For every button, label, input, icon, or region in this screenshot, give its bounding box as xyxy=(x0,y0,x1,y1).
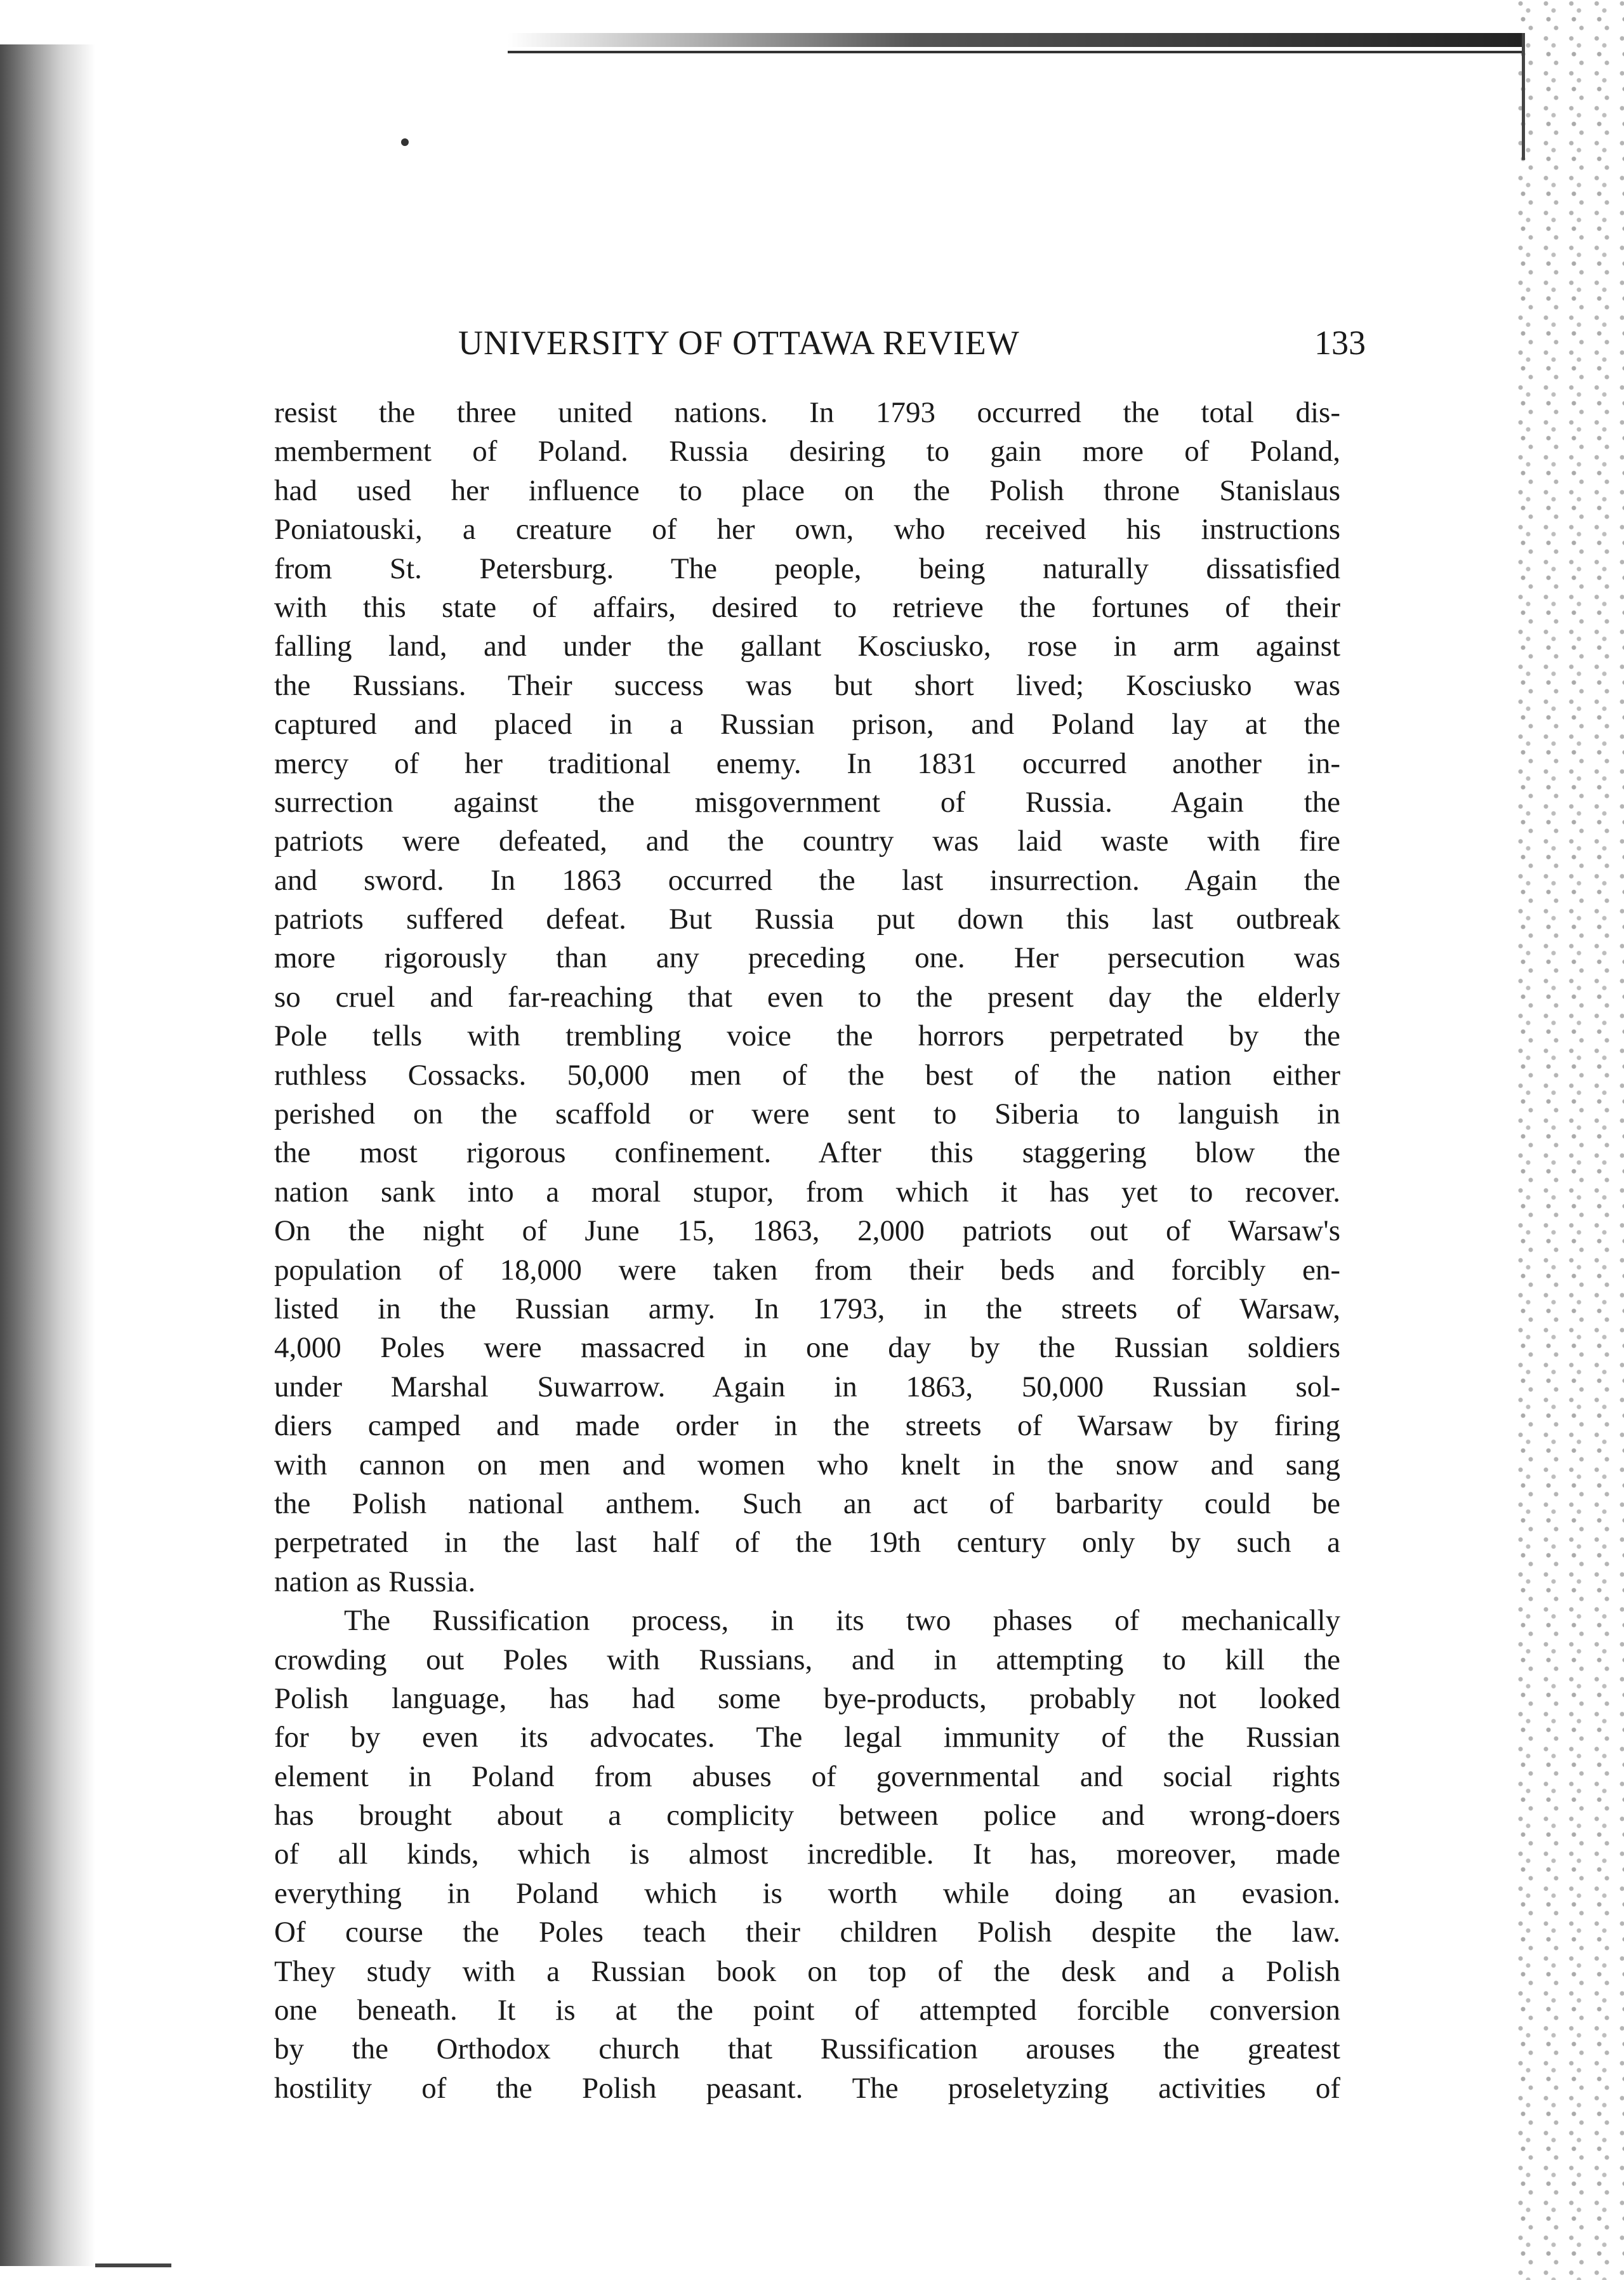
text-line: under Marshal Suwarrow. Again in 1863, 50,000 Russian sol- xyxy=(274,1370,1340,1403)
paragraph xyxy=(274,1601,1340,2108)
text-line: with cannon on men and women who knelt in the snow and sang xyxy=(274,1448,1340,1481)
page-number: 133 xyxy=(1314,324,1366,362)
text-line: Polish language, has had some bye-products, probably not looked xyxy=(274,1681,1340,1715)
text-line: Pole tells with trembling voice the horrors perpetrated by the xyxy=(274,1019,1340,1053)
text-line: perished on the scaffold or were sent to Siberia to languish in xyxy=(274,1097,1340,1131)
text-line: had used her influence to place on the Polish throne Stanislaus xyxy=(274,474,1340,507)
text-line: 4,000 Poles were massacred in one day by the Russian soldiers xyxy=(274,1331,1340,1365)
text-line: crowding out Poles with Russians, and in attempting to kill the xyxy=(274,1643,1340,1676)
text-line: element in Poland from abuses of governmental and social rights xyxy=(274,1760,1340,1793)
text-line: memberment of Poland. Russia desiring to gain more of Poland, xyxy=(274,435,1340,468)
paragraph xyxy=(274,394,1340,1601)
text-line: listed in the Russian army. In 1793, in the streets of Warsaw, xyxy=(274,1292,1340,1325)
text-line: They study with a Russian book on top of the desk and a Polish xyxy=(274,1954,1340,1988)
text-line: resist the three united nations. In 1793 occurred the total dis- xyxy=(274,396,1340,429)
text-line: for by even its advocates. The legal immunity of the Russian xyxy=(274,1721,1340,1754)
text-line: On the night of June 15, 1863, 2,000 patriots out of Warsaw's xyxy=(274,1214,1340,1248)
text-line: mercy of her traditional enemy. In 1831 occurred another in- xyxy=(274,746,1340,780)
scan-top-rule xyxy=(508,33,1523,47)
text-line: of all kinds, which is almost incredible. It has, moreover, made xyxy=(274,1838,1340,1871)
text-line: Of course the Poles teach their children Polish despite the law. xyxy=(274,1916,1340,1949)
text-line: the Russians. Their success was but short lived; Kosciusko was xyxy=(274,668,1340,702)
text-line: one beneath. It is at the point of attempted forcible conversion xyxy=(274,1994,1340,2027)
scan-bottom-mark xyxy=(95,2263,171,2267)
text-line: the Polish national anthem. Such an act of barbarity could be xyxy=(274,1487,1340,1520)
scan-noise-right xyxy=(1513,0,1624,2280)
scan-right-margin-line xyxy=(1522,33,1525,160)
text-line: ruthless Cossacks. 50,000 men of the best of the nation either xyxy=(274,1058,1340,1092)
text-line: from St. Petersburg. The people, being naturally dissatisfied xyxy=(274,552,1340,585)
text-line: patriots suffered defeat. But Russia put down this last outbreak xyxy=(274,903,1340,936)
text-line: and sword. In 1863 occurred the last insurrection. Again the xyxy=(274,863,1340,897)
text-line: so cruel and far-reaching that even to the present day the elderly xyxy=(274,980,1340,1014)
text-line: has brought about a complicity between police and wrong-doers xyxy=(274,1799,1340,1833)
text-line: falling land, and under the gallant Kosciusko, rose in arm against xyxy=(274,630,1340,663)
scan-top-rule-thin xyxy=(508,51,1523,53)
text-line: with this state of affairs, desired to retrieve the fortunes of their xyxy=(274,590,1340,624)
text-line: population of 18,000 were taken from their beds and forcibly en- xyxy=(274,1253,1340,1287)
text-line: the most rigorous confinement. After this staggering blow the xyxy=(274,1136,1340,1170)
body-text xyxy=(274,394,1340,2108)
text-line: hostility of the Polish peasant. The proseletyzing activities of xyxy=(274,2071,1340,2105)
text-line: The Russification process, in its two phases of mechanically xyxy=(344,1604,1340,1638)
text-line: by the Orthodox church that Russification arouses the greatest xyxy=(274,2032,1340,2066)
text-line: diers camped and made order in the streets of Warsaw by firing xyxy=(274,1409,1340,1443)
text-line: Poniatouski, a creature of her own, who received his instructions xyxy=(274,513,1340,547)
text-line: patriots were defeated, and the country was laid waste with fire xyxy=(274,825,1340,858)
text-line: more rigorously than any preceding one. Her persecution was xyxy=(274,941,1340,975)
text-line: captured and placed in a Russian prison, and Poland lay at the xyxy=(274,708,1340,741)
text-line: perpetrated in the last half of the 19th century only by such a xyxy=(274,1526,1340,1560)
page-header xyxy=(274,317,1366,368)
scan-ink-dot xyxy=(401,138,409,146)
text-line: nation as Russia. xyxy=(274,1565,476,1598)
text-line: nation sank into a moral stupor, from which it has yet to recover. xyxy=(274,1175,1340,1209)
running-title: UNIVERSITY OF OTTAWA REVIEW xyxy=(458,324,1020,362)
text-line: surrection against the misgovernment of Russia. Again the xyxy=(274,785,1340,819)
scan-shadow-left xyxy=(0,44,95,2266)
text-line: everything in Poland which is worth while doing an evasion. xyxy=(274,1876,1340,1910)
